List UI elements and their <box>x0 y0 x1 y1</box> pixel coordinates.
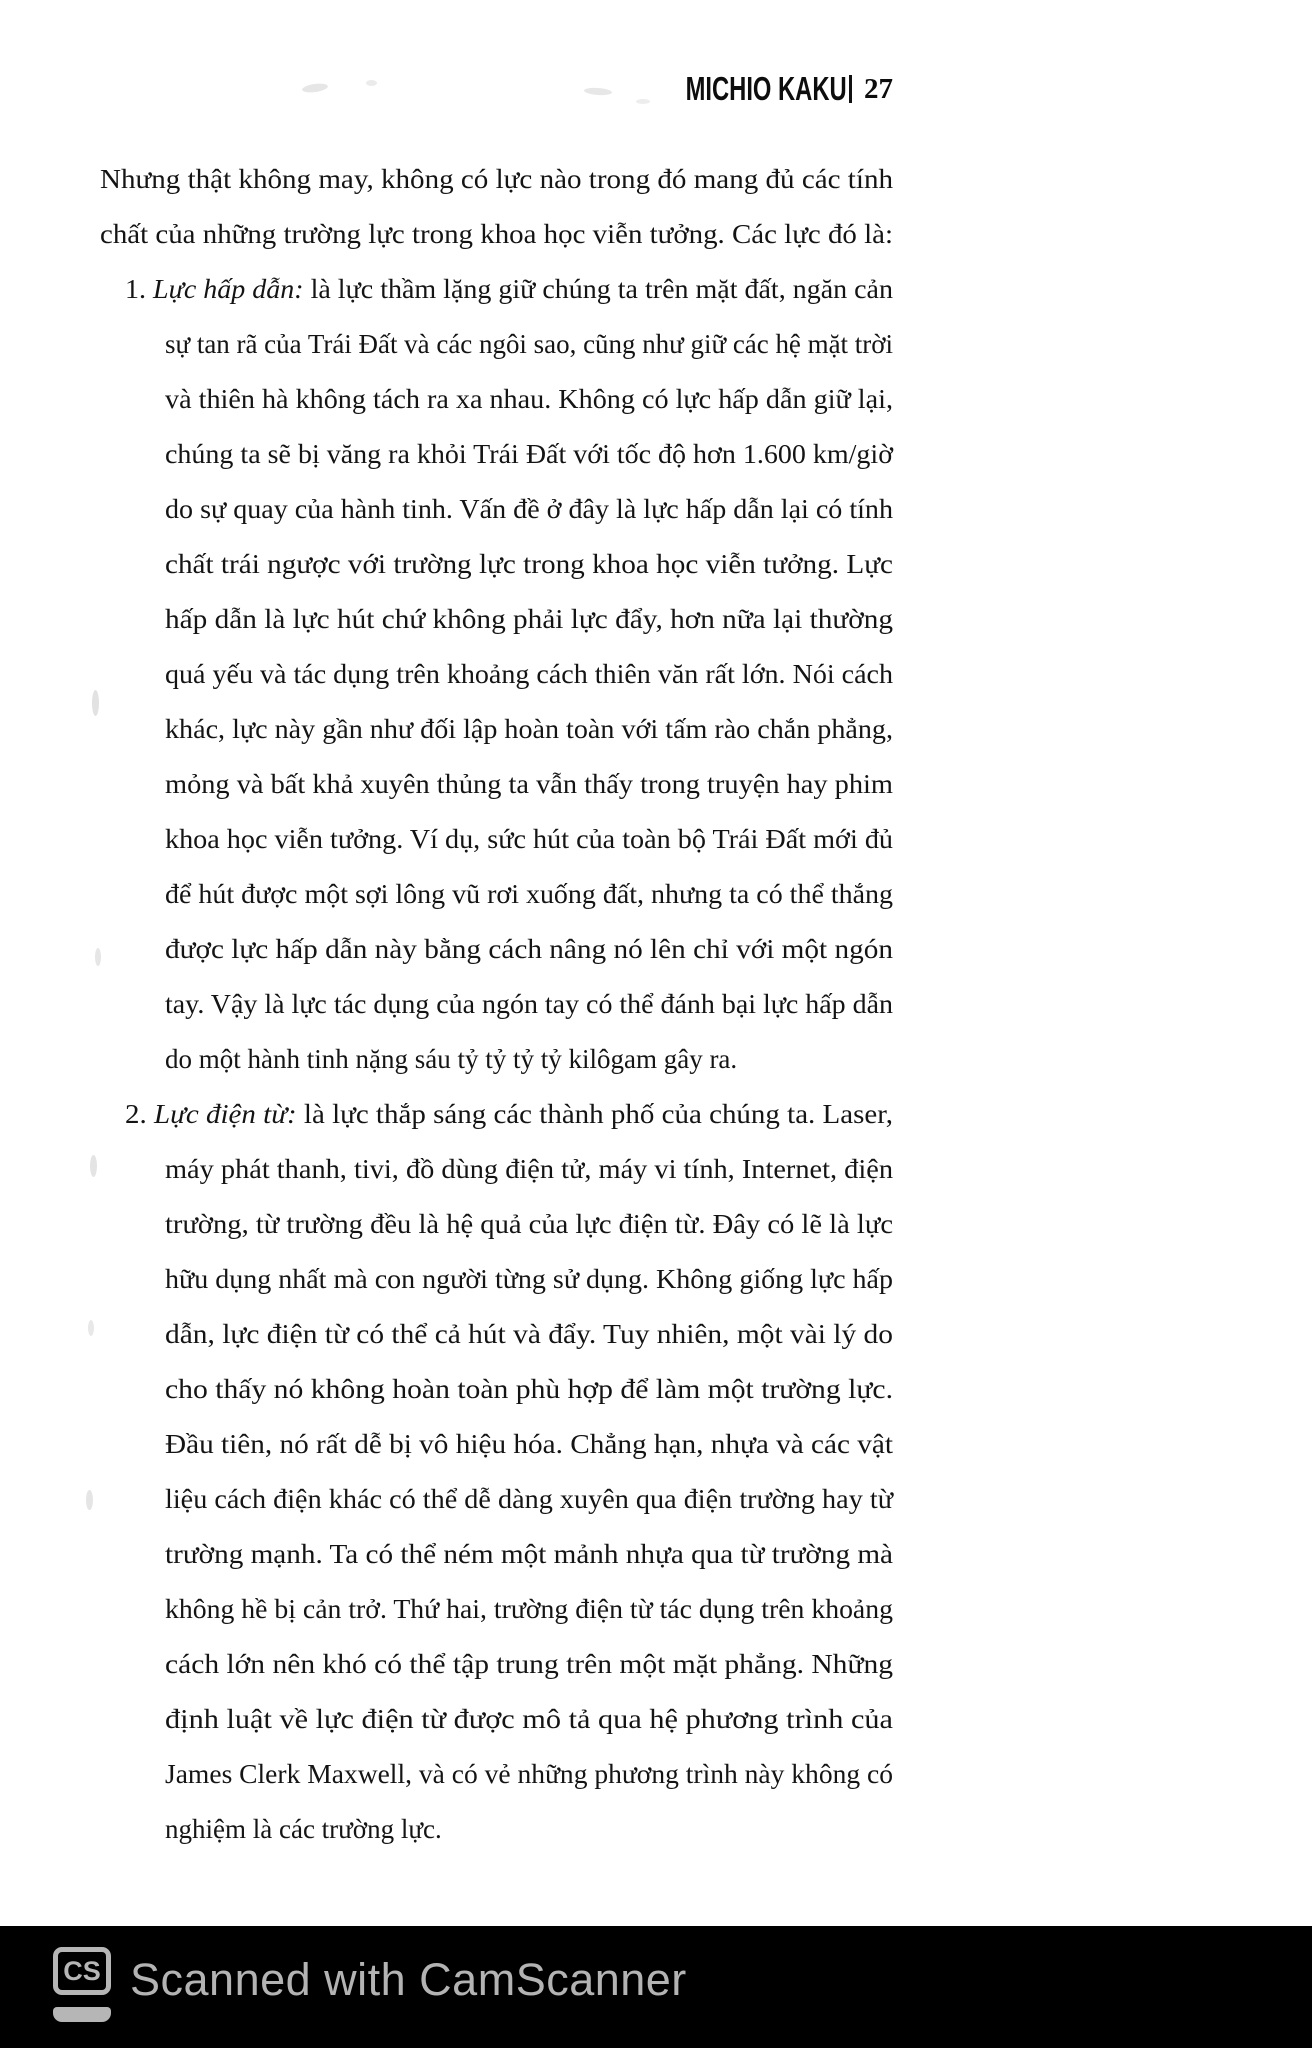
text-line: quá yếu và tác dụng trên khoảng cách thiên văn rất lớn. Nói cách <box>165 659 893 689</box>
cs-logo-frame: CS <box>53 1947 111 1995</box>
text-line: do sự quay của hành tinh. Vấn đề ở đây là lực hấp dẫn lại có tính <box>165 494 893 524</box>
text-line: cho thấy nó không hoàn toàn phù hợp để làm một trường lực. <box>165 1374 893 1404</box>
cs-logo-base <box>53 2007 111 2022</box>
text-line: chúng ta sẽ bị văng ra khỏi Trái Đất với tốc độ hơn 1.600 km/giờ <box>165 439 894 469</box>
text-line: hữu dụng nhất mà con người từng sử dụng. Không giống lực hấp <box>165 1264 893 1294</box>
list-item <box>125 262 894 1087</box>
text-line: máy phát thanh, tivi, đồ dùng điện tử, máy vi tính, Internet, điện <box>165 1154 893 1184</box>
text-line: mỏng và bất khả xuyên thủng ta vẫn thấy trong truyện hay phim <box>165 769 893 799</box>
text-line: khác, lực này gần như đối lập hoàn toàn với tấm rào chắn phẳng, <box>165 714 893 744</box>
text-line: và thiên hà không tách ra xa nhau. Không có lực hấp dẫn giữ lại, <box>165 384 894 414</box>
text-line: liệu cách điện khác có thể dễ dàng xuyên qua điện trường hay từ <box>165 1484 894 1514</box>
text-line: khoa học viễn tưởng. Ví dụ, sức hút của toàn bộ Trái Đất mới đủ <box>165 824 893 854</box>
text-line: cách lớn nên khó có thể tập trung trên một mặt phẳng. Những <box>165 1649 893 1679</box>
text-line: 1. Lực hấp dẫn: là lực thầm lặng giữ chúng ta trên mặt đất, ngăn cản <box>125 274 893 304</box>
scan-smudge <box>88 1320 94 1336</box>
text-line: hấp dẫn là lực hút chứ không phải lực đẩy, hơn nữa lại thường <box>165 604 893 634</box>
text-line: do một hành tinh nặng sáu tỷ tỷ tỷ tỷ kilôgam gây ra. <box>165 1044 738 1074</box>
list-item-number: 2. <box>125 1099 147 1129</box>
text-line: trường mạnh. Ta có thể ném một mảnh nhựa qua từ trường mà <box>165 1539 893 1569</box>
camscanner-logo-icon <box>53 1943 111 2029</box>
camscanner-watermark-bar <box>0 1926 1312 2048</box>
text-line: James Clerk Maxwell, và có vẻ những phương trình này không có <box>165 1759 893 1789</box>
text-line: không hề bị cản trở. Thứ hai, trường điện từ tác dụng trên khoảng <box>165 1594 893 1624</box>
text-line: nghiệm là các trường lực. <box>165 1814 442 1844</box>
text-line: dẫn, lực điện từ có thể cả hút và đẩy. Tuy nhiên, một vài lý do <box>165 1319 893 1349</box>
scan-smudge <box>86 1490 93 1510</box>
text-line: chất của những trường lực trong khoa học viễn tưởng. Các lực đó là: <box>100 219 893 249</box>
text-line: Nhưng thật không may, không có lực nào trong đó mang đủ các tính <box>100 164 893 194</box>
list-item-title: Lực hấp dẫn: <box>153 274 304 304</box>
text-line: Đầu tiên, nó rất dễ bị vô hiệu hóa. Chẳng hạn, nhựa và các vật <box>165 1429 893 1459</box>
page-number: 27 <box>864 72 893 105</box>
header-divider <box>849 75 852 103</box>
paragraph <box>100 152 893 262</box>
text-column <box>100 152 893 1857</box>
text-line: chất trái ngược với trường lực trong khoa học viễn tưởng. Lực <box>165 549 893 579</box>
text-line: trường, từ trường đều là hệ quả của lực điện từ. Đây có lẽ là lực <box>165 1209 894 1239</box>
text-line: tay. Vậy là lực tác dụng của ngón tay có thể đánh bại lực hấp dẫn <box>165 989 893 1019</box>
watermark-text: Scanned with CamScanner <box>130 1954 687 2005</box>
scan-smudge <box>92 690 99 716</box>
list-item <box>125 1087 894 1857</box>
text-line: được lực hấp dẫn này bằng cách nâng nó lên chỉ với một ngón <box>165 934 893 964</box>
text-line: để hút được một sợi lông vũ rơi xuống đất, nhưng ta có thể thắng <box>165 879 893 909</box>
list-item-number: 1. <box>125 274 147 304</box>
text-line: 2. Lực điện từ: là lực thắp sáng các thành phố của chúng ta. Laser, <box>125 1099 893 1129</box>
list-item-title: Lực điện từ: <box>153 1099 297 1129</box>
text-line: sự tan rã của Trái Đất và các ngôi sao, cũng như giữ các hệ mặt trời <box>165 329 893 359</box>
scan-smudge <box>90 1155 97 1177</box>
running-header <box>100 68 893 110</box>
header-author: MICHIO KAKU <box>685 70 847 107</box>
text-line: định luật về lực điện từ được mô tả qua hệ phương trình của <box>165 1704 894 1734</box>
